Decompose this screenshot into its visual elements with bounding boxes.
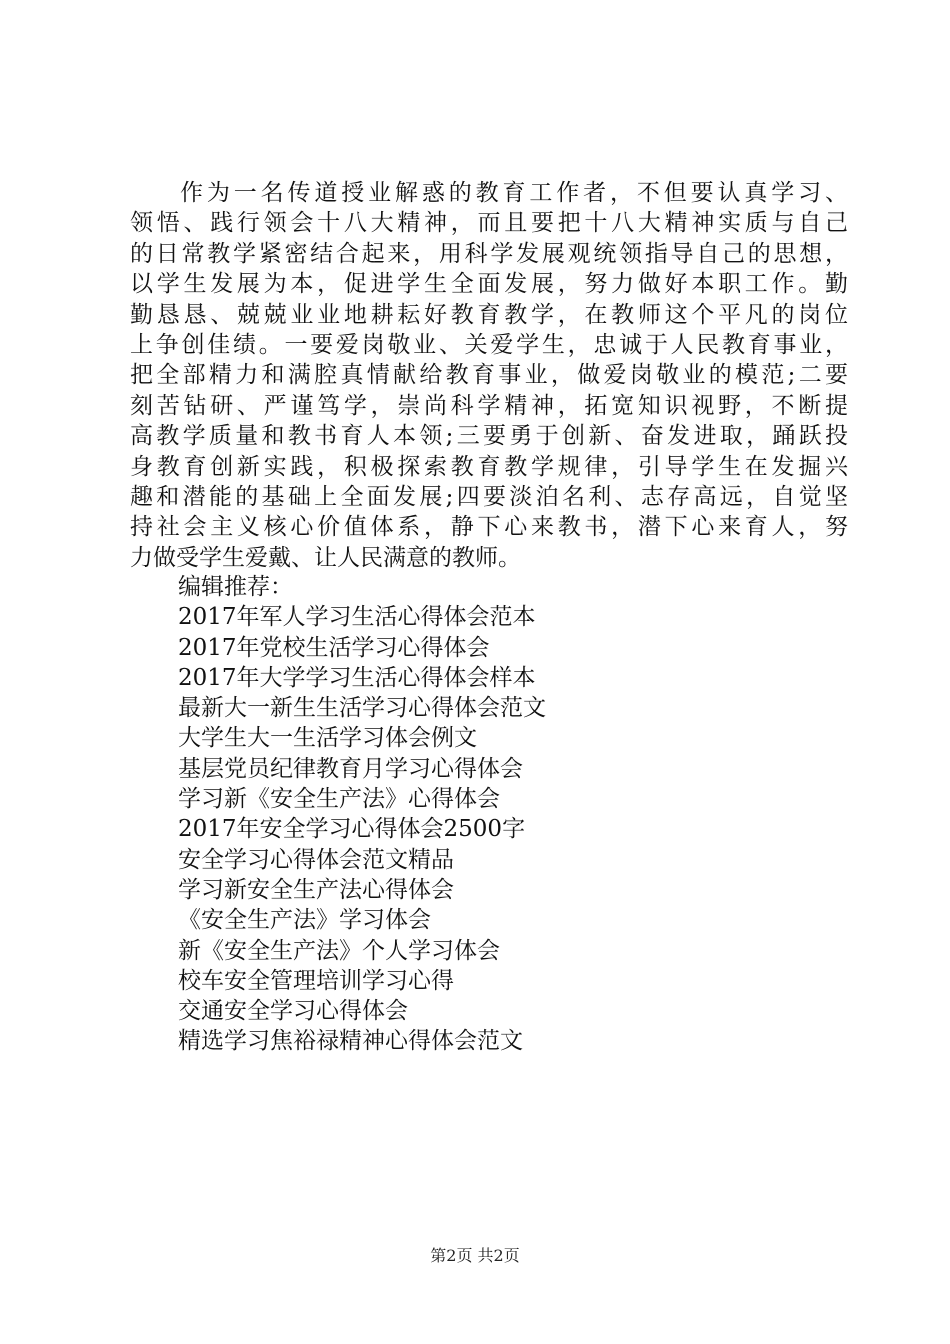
paragraph-line: 力做受学生爱戴、让人民满意的教师。 [130,544,521,571]
paragraph-line: 作为一名传道授业解惑的教育工作者，不但要认真学习、 [180,180,848,206]
recommended-heading: 编辑推荐： [178,574,293,600]
recommended-link[interactable]: 最新大一新生生活学习心得体会范文 [178,695,546,722]
paragraph-line: 上争创佳绩。一要爱岗敬业、关爱学生，忠诚于人民教育事业， [130,332,848,359]
paragraph-line: 的日常教学紧密结合起来，用科学发展观统领指导自己的思想， [130,240,848,267]
paragraph-line: 身教育创新实践，积极探索教育教学规律，引导学生在发掘兴 [130,453,848,480]
recommended-link[interactable]: 精选学习焦裕禄精神心得体会范文 [178,1028,523,1055]
page-number: 第2页 共2页 [430,1246,520,1265]
recommended-link[interactable]: 安全学习心得体会范文精品 [178,846,454,873]
recommended-link[interactable]: 《安全生产法》学习体会 [178,907,431,934]
paragraph-line: 勤恳恳、兢兢业业地耕耘好教育教学，在教师这个平凡的岗位 [130,301,848,328]
recommended-link[interactable]: 基层党员纪律教育月学习心得体会 [178,755,523,782]
recommended-link[interactable]: 新《安全生产法》个人学习体会 [178,937,500,964]
recommended-link[interactable]: 学习新安全生产法心得体会 [178,876,454,903]
paragraph-line: 把全部精力和满腔真情献给教育事业，做爱岗敬业的模范;二要 [130,362,848,389]
recommended-link[interactable]: 2017年党校生活学习心得体会 [178,634,490,661]
paragraph-line: 刻苦钻研、严谨笃学，崇尚科学精神，拓宽知识视野，不断提 [130,392,848,419]
paragraph-line: 以学生发展为本，促进学生全面发展，努力做好本职工作。勤 [130,271,848,298]
paragraph-line: 高教学质量和教书育人本领;三要勇于创新、奋发进取，踊跃投 [130,423,848,450]
recommended-link[interactable]: 2017年军人学习生活心得体会范本 [178,604,536,631]
paragraph-line: 领悟、践行领会十八大精神，而且要把十八大精神实质与自己 [130,210,848,237]
recommended-link[interactable]: 校车安全管理培训学习心得 [178,967,454,994]
recommended-list [178,572,546,1057]
recommended-link[interactable]: 交通安全学习心得体会 [178,998,408,1025]
recommended-link[interactable]: 2017年大学学习生活心得体会样本 [178,664,536,691]
recommended-link[interactable]: 学习新《安全生产法》心得体会 [178,786,500,813]
recommended-link[interactable]: 2017年安全学习心得体会2500字 [178,816,526,843]
recommended-link[interactable]: 大学生大一生活学习体会例文 [178,725,477,752]
paragraph-line: 趣和潜能的基础上全面发展;四要淡泊名利、志存高远，自觉坚 [130,484,848,511]
article-paragraph [130,178,848,573]
paragraph-line: 持社会主义核心价值体系，静下心来教书，潜下心来育人，努 [130,514,848,541]
